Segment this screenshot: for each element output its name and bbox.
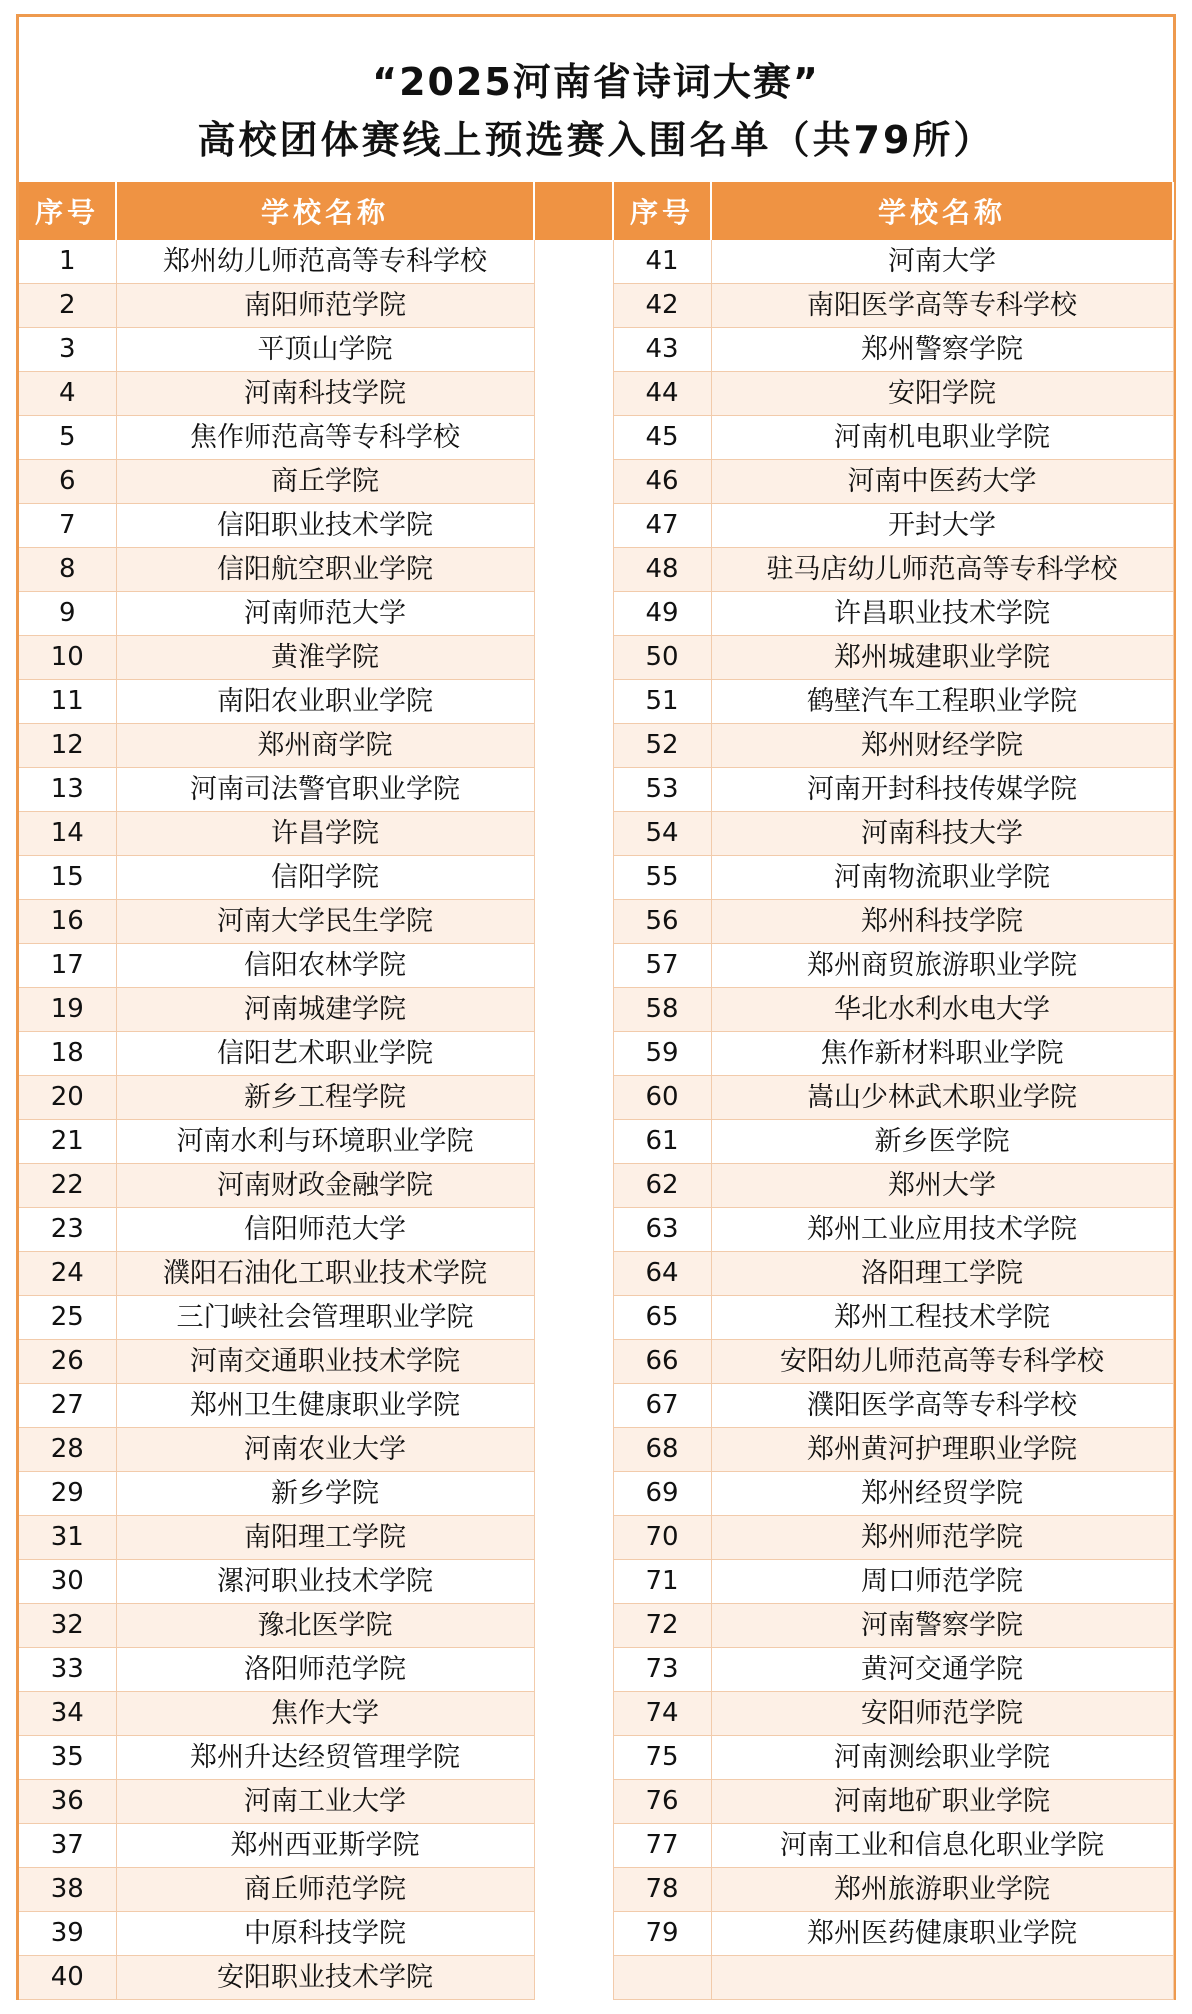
seq-cell-right: 45 [613, 416, 711, 460]
seq-cell-left: 30 [19, 1560, 116, 1604]
school-name-cell-left: 洛阳师范学院 [116, 1648, 534, 1692]
table-row [19, 900, 1173, 944]
table-row [19, 240, 1173, 284]
school-name-cell-left: 河南司法警官职业学院 [116, 768, 534, 812]
seq-cell-left: 8 [19, 548, 116, 592]
seq-cell-right: 53 [613, 768, 711, 812]
seq-cell-left: 2 [19, 284, 116, 328]
school-name-cell-right: 鹤壁汽车工程职业学院 [711, 680, 1173, 724]
table-row [19, 944, 1173, 988]
column-gap [534, 460, 613, 504]
seq-cell-right: 59 [613, 1032, 711, 1076]
school-name-cell-left: 商丘师范学院 [116, 1868, 534, 1912]
school-name-cell-right: 黄河交通学院 [711, 1648, 1173, 1692]
table-row [19, 1032, 1173, 1076]
seq-cell-right: 54 [613, 812, 711, 856]
table-row [19, 1912, 1173, 1956]
column-gap [534, 680, 613, 724]
seq-cell-left: 14 [19, 812, 116, 856]
seq-cell-left: 9 [19, 592, 116, 636]
school-name-cell-right: 安阳幼儿师范高等专科学校 [711, 1340, 1173, 1384]
school-name-cell-left: 郑州商学院 [116, 724, 534, 768]
seq-cell-right: 75 [613, 1736, 711, 1780]
table-row [19, 1208, 1173, 1252]
column-gap [534, 328, 613, 372]
seq-cell-left: 10 [19, 636, 116, 680]
column-gap [534, 548, 613, 592]
seq-cell-right: 51 [613, 680, 711, 724]
school-name-cell-right: 河南开封科技传媒学院 [711, 768, 1173, 812]
seq-cell-right: 44 [613, 372, 711, 416]
table-row [19, 504, 1173, 548]
school-name-cell-right: 洛阳理工学院 [711, 1252, 1173, 1296]
school-name-cell-left: 豫北医学院 [116, 1604, 534, 1648]
seq-cell-left: 38 [19, 1868, 116, 1912]
column-gap [534, 812, 613, 856]
column-gap [534, 1648, 613, 1692]
table-row [19, 1076, 1173, 1120]
column-header-name-right: 学校名称 [711, 182, 1173, 240]
school-name-cell-right: 郑州经贸学院 [711, 1472, 1173, 1516]
seq-cell-right: 71 [613, 1560, 711, 1604]
seq-cell-left: 13 [19, 768, 116, 812]
school-name-cell-right: 郑州财经学院 [711, 724, 1173, 768]
table-row [19, 548, 1173, 592]
school-name-cell-left: 郑州卫生健康职业学院 [116, 1384, 534, 1428]
seq-cell-left: 6 [19, 460, 116, 504]
table-row [19, 1120, 1173, 1164]
column-gap [534, 1912, 613, 1956]
school-name-cell-left: 信阳职业技术学院 [116, 504, 534, 548]
school-name-cell-left: 焦作大学 [116, 1692, 534, 1736]
school-name-cell-left: 河南大学民生学院 [116, 900, 534, 944]
school-name-cell-left: 信阳航空职业学院 [116, 548, 534, 592]
seq-cell-left: 19 [19, 988, 116, 1032]
seq-cell-left: 28 [19, 1428, 116, 1472]
school-name-cell-right: 开封大学 [711, 504, 1173, 548]
column-gap [534, 856, 613, 900]
column-header-seq-left: 序号 [19, 182, 116, 240]
table-row [19, 1692, 1173, 1736]
table-row [19, 1472, 1173, 1516]
seq-cell-left: 37 [19, 1824, 116, 1868]
table-row [19, 812, 1173, 856]
document-page [16, 14, 1176, 2000]
school-name-cell-left: 漯河职业技术学院 [116, 1560, 534, 1604]
seq-cell-right: 48 [613, 548, 711, 592]
seq-cell-right: 46 [613, 460, 711, 504]
seq-cell-right: 43 [613, 328, 711, 372]
school-name-cell-left: 南阳师范学院 [116, 284, 534, 328]
table-row [19, 328, 1173, 372]
seq-cell-left: 39 [19, 1912, 116, 1956]
school-name-cell-right: 华北水利水电大学 [711, 988, 1173, 1032]
school-name-cell-right: 郑州城建职业学院 [711, 636, 1173, 680]
school-name-cell-right: 河南地矿职业学院 [711, 1780, 1173, 1824]
seq-cell-left: 12 [19, 724, 116, 768]
school-name-cell-left: 焦作师范高等专科学校 [116, 416, 534, 460]
column-gap [534, 1164, 613, 1208]
shortlist-table [19, 182, 1174, 2000]
school-name-cell-right: 濮阳医学高等专科学校 [711, 1384, 1173, 1428]
school-name-cell-right: 驻马店幼儿师范高等专科学校 [711, 548, 1173, 592]
table-row [19, 1384, 1173, 1428]
school-name-cell-left: 河南工业大学 [116, 1780, 534, 1824]
school-name-cell-left: 南阳理工学院 [116, 1516, 534, 1560]
column-gap [534, 1428, 613, 1472]
table-row [19, 1340, 1173, 1384]
column-gap [534, 1076, 613, 1120]
school-name-cell-right: 郑州师范学院 [711, 1516, 1173, 1560]
table-row [19, 1604, 1173, 1648]
seq-cell-left: 21 [19, 1120, 116, 1164]
school-name-cell-right: 许昌职业技术学院 [711, 592, 1173, 636]
school-name-cell-right: 郑州科技学院 [711, 900, 1173, 944]
seq-cell-left: 1 [19, 240, 116, 284]
table-row [19, 1868, 1173, 1912]
seq-cell-left: 17 [19, 944, 116, 988]
school-name-cell-left: 河南师范大学 [116, 592, 534, 636]
school-name-cell-right: 郑州医药健康职业学院 [711, 1912, 1173, 1956]
table-row [19, 416, 1173, 460]
table-row [19, 680, 1173, 724]
column-gap [534, 1384, 613, 1428]
column-gap [534, 724, 613, 768]
column-gap [534, 1296, 613, 1340]
seq-cell-right: 52 [613, 724, 711, 768]
school-name-cell-right: 郑州黄河护理职业学院 [711, 1428, 1173, 1472]
school-name-cell-left: 河南城建学院 [116, 988, 534, 1032]
seq-cell-left: 4 [19, 372, 116, 416]
school-name-cell-left: 河南交通职业技术学院 [116, 1340, 534, 1384]
table-body [19, 240, 1173, 2000]
seq-cell-right: 76 [613, 1780, 711, 1824]
column-gap [534, 1560, 613, 1604]
page-title: “2025河南省诗词大赛” [372, 60, 820, 104]
seq-cell-left: 23 [19, 1208, 116, 1252]
column-gap [534, 372, 613, 416]
school-name-cell-right [711, 1956, 1173, 2000]
seq-cell-left: 32 [19, 1604, 116, 1648]
seq-cell-right: 79 [613, 1912, 711, 1956]
seq-cell-right: 63 [613, 1208, 711, 1252]
table-row [19, 1428, 1173, 1472]
school-name-cell-right: 新乡医学院 [711, 1120, 1173, 1164]
school-name-cell-left: 安阳职业技术学院 [116, 1956, 534, 2000]
seq-cell-left: 22 [19, 1164, 116, 1208]
column-gap [534, 636, 613, 680]
seq-cell-right: 61 [613, 1120, 711, 1164]
table-row [19, 768, 1173, 812]
school-name-cell-right: 河南科技大学 [711, 812, 1173, 856]
seq-cell-right: 67 [613, 1384, 711, 1428]
table-row [19, 460, 1173, 504]
seq-cell-left: 5 [19, 416, 116, 460]
column-gap [534, 284, 613, 328]
seq-cell-right: 58 [613, 988, 711, 1032]
column-header-seq-right: 序号 [613, 182, 711, 240]
seq-cell-left: 18 [19, 1032, 116, 1076]
table-row [19, 1780, 1173, 1824]
school-name-cell-right: 嵩山少林武术职业学院 [711, 1076, 1173, 1120]
table-row [19, 856, 1173, 900]
school-name-cell-left: 中原科技学院 [116, 1912, 534, 1956]
table-row [19, 1736, 1173, 1780]
column-gap [534, 592, 613, 636]
school-name-cell-left: 郑州西亚斯学院 [116, 1824, 534, 1868]
seq-cell-left: 35 [19, 1736, 116, 1780]
school-name-cell-left: 信阳师范大学 [116, 1208, 534, 1252]
seq-cell-right: 57 [613, 944, 711, 988]
table-row [19, 1560, 1173, 1604]
seq-cell-left: 25 [19, 1296, 116, 1340]
seq-cell-right: 77 [613, 1824, 711, 1868]
school-name-cell-right: 周口师范学院 [711, 1560, 1173, 1604]
column-gap [534, 1120, 613, 1164]
column-gap [534, 240, 613, 284]
seq-cell-right: 64 [613, 1252, 711, 1296]
school-name-cell-right: 郑州工程技术学院 [711, 1296, 1173, 1340]
seq-cell-right: 56 [613, 900, 711, 944]
seq-cell-right: 74 [613, 1692, 711, 1736]
school-name-cell-left: 信阳艺术职业学院 [116, 1032, 534, 1076]
school-name-cell-right: 南阳医学高等专科学校 [711, 284, 1173, 328]
seq-cell-left: 24 [19, 1252, 116, 1296]
school-name-cell-left: 河南财政金融学院 [116, 1164, 534, 1208]
seq-cell-right: 41 [613, 240, 711, 284]
school-name-cell-left: 三门峡社会管理职业学院 [116, 1296, 534, 1340]
seq-cell-left: 11 [19, 680, 116, 724]
school-name-cell-left: 黄淮学院 [116, 636, 534, 680]
school-name-cell-left: 许昌学院 [116, 812, 534, 856]
school-name-cell-right: 郑州大学 [711, 1164, 1173, 1208]
seq-cell-left: 40 [19, 1956, 116, 2000]
seq-cell-left: 36 [19, 1780, 116, 1824]
seq-cell-right: 66 [613, 1340, 711, 1384]
column-gap [534, 1252, 613, 1296]
school-name-cell-left: 河南水利与环境职业学院 [116, 1120, 534, 1164]
school-name-cell-right: 焦作新材料职业学院 [711, 1032, 1173, 1076]
table-row [19, 988, 1173, 1032]
seq-cell-left: 34 [19, 1692, 116, 1736]
column-gap [534, 1824, 613, 1868]
table-row [19, 724, 1173, 768]
table-row [19, 1516, 1173, 1560]
seq-cell-right: 47 [613, 504, 711, 548]
school-name-cell-left: 新乡学院 [116, 1472, 534, 1516]
table-row [19, 284, 1173, 328]
seq-cell-right [613, 1956, 711, 2000]
school-name-cell-right: 河南工业和信息化职业学院 [711, 1824, 1173, 1868]
school-name-cell-left: 郑州升达经贸管理学院 [116, 1736, 534, 1780]
table-row [19, 1824, 1173, 1868]
seq-cell-right: 65 [613, 1296, 711, 1340]
school-name-cell-left: 商丘学院 [116, 460, 534, 504]
school-name-cell-right: 郑州工业应用技术学院 [711, 1208, 1173, 1252]
table-row [19, 372, 1173, 416]
school-name-cell-right: 河南物流职业学院 [711, 856, 1173, 900]
seq-cell-left: 15 [19, 856, 116, 900]
column-gap [534, 768, 613, 812]
school-name-cell-left: 河南科技学院 [116, 372, 534, 416]
table-row [19, 1252, 1173, 1296]
seq-cell-right: 62 [613, 1164, 711, 1208]
page-subtitle: 高校团体赛线上预选赛入围名单（共79所） [197, 118, 995, 162]
seq-cell-right: 60 [613, 1076, 711, 1120]
school-name-cell-right: 郑州旅游职业学院 [711, 1868, 1173, 1912]
seq-cell-left: 16 [19, 900, 116, 944]
school-name-cell-right: 郑州商贸旅游职业学院 [711, 944, 1173, 988]
school-name-cell-right: 安阳学院 [711, 372, 1173, 416]
column-gap [534, 504, 613, 548]
school-name-cell-left: 平顶山学院 [116, 328, 534, 372]
seq-cell-right: 72 [613, 1604, 711, 1648]
table-row [19, 1296, 1173, 1340]
seq-cell-left: 7 [19, 504, 116, 548]
seq-cell-right: 50 [613, 636, 711, 680]
seq-cell-left: 31 [19, 1516, 116, 1560]
column-gap [534, 1032, 613, 1076]
seq-cell-right: 78 [613, 1868, 711, 1912]
seq-cell-left: 33 [19, 1648, 116, 1692]
table-row [19, 1164, 1173, 1208]
column-gap [534, 1736, 613, 1780]
column-gap [534, 1604, 613, 1648]
seq-cell-right: 73 [613, 1648, 711, 1692]
column-header-name-left: 学校名称 [116, 182, 534, 240]
column-gap [534, 416, 613, 460]
column-gap [534, 1516, 613, 1560]
school-name-cell-right: 河南警察学院 [711, 1604, 1173, 1648]
seq-cell-left: 29 [19, 1472, 116, 1516]
column-gap [534, 1208, 613, 1252]
seq-cell-left: 3 [19, 328, 116, 372]
column-gap [534, 1692, 613, 1736]
table-header-row [19, 182, 1173, 240]
school-name-cell-left: 信阳农林学院 [116, 944, 534, 988]
school-name-cell-right: 河南测绘职业学院 [711, 1736, 1173, 1780]
school-name-cell-left: 河南农业大学 [116, 1428, 534, 1472]
seq-cell-left: 26 [19, 1340, 116, 1384]
seq-cell-right: 68 [613, 1428, 711, 1472]
school-name-cell-left: 濮阳石油化工职业技术学院 [116, 1252, 534, 1296]
table-row [19, 592, 1173, 636]
seq-cell-right: 70 [613, 1516, 711, 1560]
seq-cell-right: 42 [613, 284, 711, 328]
school-name-cell-right: 河南大学 [711, 240, 1173, 284]
school-name-cell-right: 河南中医药大学 [711, 460, 1173, 504]
school-name-cell-left: 信阳学院 [116, 856, 534, 900]
seq-cell-right: 55 [613, 856, 711, 900]
seq-cell-left: 27 [19, 1384, 116, 1428]
school-name-cell-right: 郑州警察学院 [711, 328, 1173, 372]
school-name-cell-left: 南阳农业职业学院 [116, 680, 534, 724]
seq-cell-left: 20 [19, 1076, 116, 1120]
school-name-cell-right: 安阳师范学院 [711, 1692, 1173, 1736]
school-name-cell-left: 新乡工程学院 [116, 1076, 534, 1120]
column-gap [534, 900, 613, 944]
column-gap [534, 1340, 613, 1384]
column-gap [534, 988, 613, 1032]
school-name-cell-left: 郑州幼儿师范高等专科学校 [116, 240, 534, 284]
column-gap [534, 1956, 613, 2000]
column-gap [534, 1472, 613, 1516]
seq-cell-right: 69 [613, 1472, 711, 1516]
table-row [19, 636, 1173, 680]
seq-cell-right: 49 [613, 592, 711, 636]
column-header-gap [534, 182, 613, 240]
column-gap [534, 1868, 613, 1912]
table-row [19, 1648, 1173, 1692]
school-name-cell-right: 河南机电职业学院 [711, 416, 1173, 460]
table-row [19, 1956, 1173, 2000]
column-gap [534, 1780, 613, 1824]
title-block [19, 14, 1173, 182]
column-gap [534, 944, 613, 988]
